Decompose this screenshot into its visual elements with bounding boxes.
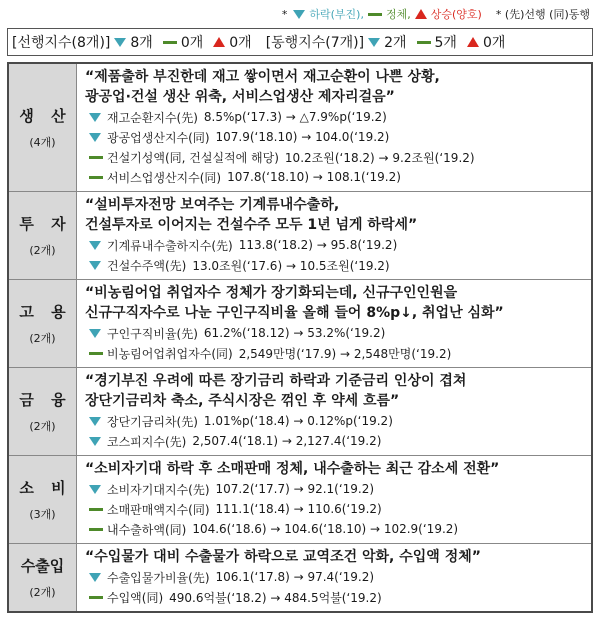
down-triangle-icon — [89, 573, 101, 582]
section-name: 고 용 — [19, 303, 72, 321]
section-label — [9, 280, 77, 367]
indicator-name: 수출입물가비율(先) — [107, 570, 210, 585]
indicator-values: 13.0조원(‘17.6) → 10.5조원(‘19.2) — [192, 258, 390, 273]
indicator-name: 수입액(同) — [107, 590, 164, 605]
section-name: 소 비 — [19, 479, 72, 497]
indicator-values: 2,507.4(‘18.1) → 2,127.4(‘19.2) — [192, 434, 382, 448]
down-triangle-icon — [89, 437, 101, 446]
leading-label: [선행지수(8개)] — [12, 35, 111, 51]
indicator-values: 8.5%p(‘17.3) → △7.9%p(‘19.2) — [203, 110, 387, 124]
summary-bar — [7, 28, 593, 56]
section-production — [9, 64, 591, 192]
flat-bar-icon — [368, 13, 382, 16]
indicator-name: 건설기성액(同, 건설실적에 해당) — [107, 150, 279, 165]
section-content — [77, 544, 591, 611]
indicator-name: 구인구직비율(先) — [107, 326, 198, 341]
flat-bar-icon — [89, 156, 103, 159]
section-content — [77, 456, 591, 543]
indicator-item — [85, 479, 585, 499]
up-triangle-icon — [467, 37, 479, 47]
indicator-item — [85, 235, 585, 255]
indicator-values: 10.2조원(‘18.2) → 9.2조원(‘19.2) — [284, 150, 475, 165]
section-content — [77, 368, 591, 455]
leading-flat-count: 0개 — [180, 35, 204, 51]
legend-down-label: 하락(부진), — [309, 8, 364, 21]
flat-bar-icon — [89, 508, 103, 511]
indicator-values: 104.6(‘18.6) → 104.6(‘18.10) → 102.9(‘19.2) — [192, 522, 459, 536]
indicator-name: 코스피지수(先) — [107, 434, 187, 449]
headline-line: “소비자기대 하락 후 소매판매 정체, 내수출하는 최근 감소세 전환” — [85, 461, 500, 477]
legend-flat-label: 정체, — [385, 8, 411, 21]
down-triangle-icon — [89, 241, 101, 250]
up-triangle-icon — [213, 37, 225, 47]
indicator-values: 111.1(‘18.4) → 110.6(‘19.2) — [215, 502, 382, 516]
flat-bar-icon — [163, 41, 177, 44]
indicator-values: 113.8(‘18.2) → 95.8(‘19.2) — [238, 238, 398, 252]
indicator-table — [7, 62, 593, 613]
indicator-name: 건설수주액(先) — [107, 258, 187, 273]
up-triangle-icon — [415, 9, 427, 19]
headline-line: “제품출하 부진한데 재고 쌓이면서 재고순환이 나쁜 상황, — [85, 69, 440, 85]
headline-line: 장단기금리차 축소, 주식시장은 꺾인 후 약세 흐름” — [85, 393, 400, 409]
indicator-values: 1.01%p(‘18.4) → 0.12%p(‘19.2) — [203, 414, 393, 428]
indicator-item — [85, 323, 585, 343]
indicator-name: 소매판매액지수(同) — [107, 502, 210, 517]
coincident-down-count: 2개 — [384, 35, 407, 51]
section-content — [77, 64, 591, 191]
headline-line: “비농림어업 취업자수 정체가 장기화되는데, 신규구인인원을 — [85, 285, 458, 301]
headline-line: 신규구직자수로 나눈 구인구직비율 올해 들어 8%p↓, 취업난 심화” — [85, 305, 504, 321]
section-employment — [9, 280, 591, 368]
legend — [282, 6, 590, 22]
section-label — [9, 456, 77, 543]
indicator-name: 비농림어업취업자수(同) — [107, 346, 233, 361]
indicator-name: 광공업생산지수(同) — [107, 130, 210, 145]
indicator-values: 490.6억불(‘18.2) → 484.5억불(‘19.2) — [169, 590, 382, 605]
indicator-values: 106.1(‘17.8) → 97.4(‘19.2) — [215, 570, 375, 584]
section-content — [77, 192, 591, 279]
indicator-item — [85, 343, 585, 363]
leading-summary — [12, 32, 258, 52]
section-count: (2개) — [29, 586, 56, 599]
flat-bar-icon — [89, 352, 103, 355]
legend-up-label: 상승(양호) — [430, 8, 482, 21]
section-count: (4개) — [29, 136, 56, 149]
indicator-name: 기계류내수출하지수(先) — [107, 238, 233, 253]
section-label — [9, 544, 77, 611]
section-content — [77, 280, 591, 367]
indicator-name: 장단기금리차(先) — [107, 414, 198, 429]
indicator-values: 107.2(‘17.7) → 92.1(‘19.2) — [215, 482, 375, 496]
down-triangle-icon — [89, 329, 101, 338]
section-name: 투 자 — [19, 215, 72, 233]
indicator-item — [85, 127, 585, 147]
section-name: 수출입 — [20, 557, 65, 575]
headline-line: 건설투자로 이어지는 건설수주 모두 1년 넘게 하락세” — [85, 217, 418, 233]
section-name: 생 산 — [19, 107, 72, 125]
section-count: (2개) — [29, 332, 56, 345]
indicator-name: 서비스업생산지수(同) — [107, 170, 222, 185]
indicator-item — [85, 499, 585, 519]
indicator-item — [85, 587, 585, 607]
section-count: (2개) — [29, 244, 56, 257]
headline-line: “설비투자전망 보여주는 기계류내수출하, — [85, 197, 340, 213]
indicator-item — [85, 519, 585, 539]
indicator-item — [85, 107, 585, 127]
indicator-item — [85, 167, 585, 187]
down-triangle-icon — [368, 38, 380, 47]
indicator-item — [85, 255, 585, 275]
headline-line: “수입물가 대비 수출물가 하락으로 교역조건 악화, 수입액 정체” — [85, 549, 481, 565]
section-finance — [9, 368, 591, 456]
leading-down-count: 8개 — [130, 35, 153, 51]
down-triangle-icon — [89, 261, 101, 270]
flat-bar-icon — [89, 176, 103, 179]
indicator-values: 107.8(‘18.10) → 108.1(‘19.2) — [227, 170, 401, 184]
section-label — [9, 368, 77, 455]
indicator-item — [85, 411, 585, 431]
coincident-flat-count: 5개 — [434, 35, 457, 51]
down-triangle-icon — [89, 133, 101, 142]
coincident-label: [동행지수(7개)] — [265, 35, 365, 51]
section-count: (2개) — [29, 420, 56, 433]
section-trade — [9, 544, 591, 611]
legend-note: * (先)선행 (同)동행 — [495, 8, 590, 21]
indicator-name: 내수출하액(同) — [107, 522, 187, 537]
headline-line: 광공업·건설 생산 위축, 서비스업생산 제자리걸음” — [85, 89, 395, 105]
indicator-name: 재고순환지수(先) — [107, 110, 198, 125]
indicator-item — [85, 431, 585, 451]
section-name: 금 융 — [19, 391, 72, 409]
flat-bar-icon — [417, 41, 431, 44]
headline-line: “경기부진 우려에 따른 장기금리 하락과 기준금리 인상이 겹쳐 — [85, 373, 467, 389]
leading-up-count: 0개 — [229, 35, 252, 51]
coincident-up-count: 0개 — [482, 35, 506, 51]
down-triangle-icon — [89, 417, 101, 426]
indicator-item — [85, 147, 585, 167]
down-triangle-icon — [89, 485, 101, 494]
down-triangle-icon — [293, 10, 305, 19]
down-triangle-icon — [89, 113, 101, 122]
flat-bar-icon — [89, 528, 103, 531]
section-label — [9, 192, 77, 279]
indicator-values: 2,549만명(‘17.9) → 2,548만명(‘19.2) — [238, 346, 452, 361]
flat-bar-icon — [89, 596, 103, 599]
indicator-item — [85, 567, 585, 587]
indicator-values: 61.2%(‘18.12) → 53.2%(‘19.2) — [203, 326, 386, 340]
section-count: (3개) — [29, 508, 56, 521]
coincident-summary — [266, 32, 512, 52]
indicator-name: 소비자기대지수(先) — [107, 482, 210, 497]
down-triangle-icon — [114, 38, 126, 47]
section-label — [9, 64, 77, 191]
section-consumption — [9, 456, 591, 544]
section-investment — [9, 192, 591, 280]
legend-star: * — [281, 7, 288, 21]
indicator-values: 107.9(‘18.10) → 104.0(‘19.2) — [215, 130, 390, 144]
